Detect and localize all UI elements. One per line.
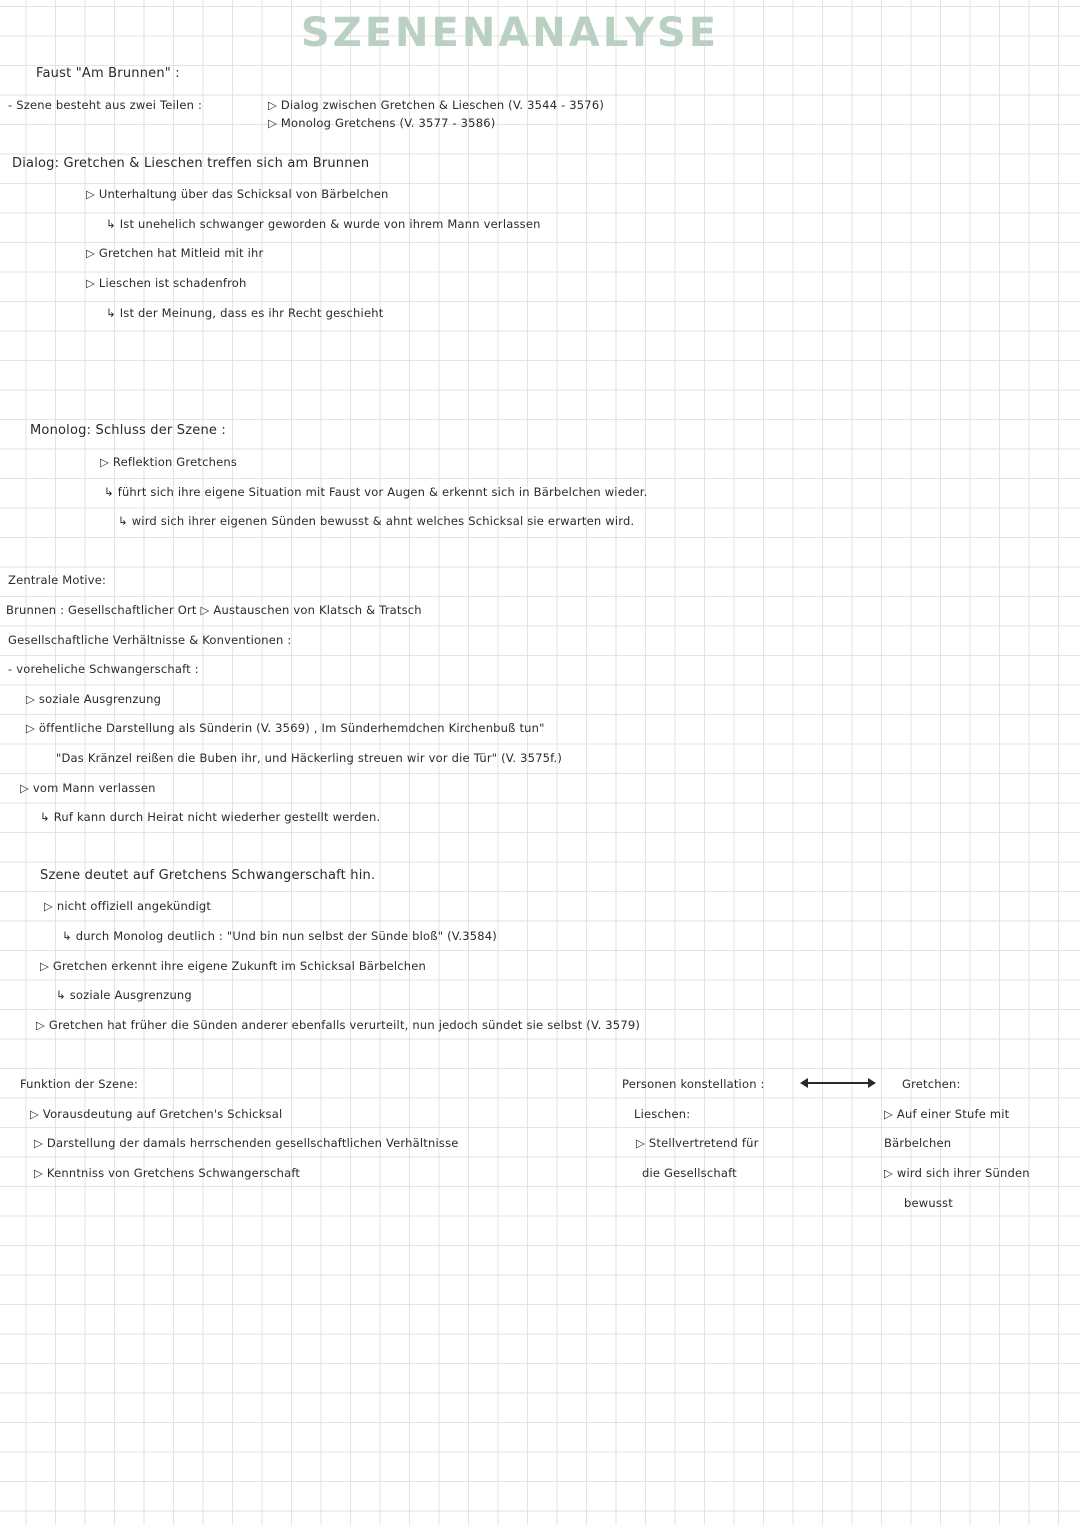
monolog-line: ↳ wird sich ihrer eigenen Sünden bewusst & ahnt welches Schicksal sie erwarten wird.: [118, 514, 635, 528]
lieschen-line: ▷ Stellvertretend für: [636, 1136, 759, 1150]
funktion-heading: Funktion der Szene:: [20, 1077, 139, 1091]
funktion-line: ▷ Kenntniss von Gretchens Schwangerschaft: [34, 1166, 301, 1180]
dialog-line: ▷ Unterhaltung über das Schicksal von Bärbelchen: [86, 187, 389, 201]
motive-line: Gesellschaftliche Verhältnisse & Konventionen :: [8, 633, 292, 647]
monolog-heading: Monolog: Schluss der Szene :: [30, 423, 227, 438]
intro-part-1: ▷ Dialog zwischen Gretchen & Lieschen (V. 3544 - 3576): [268, 98, 605, 112]
motive-line: ▷ vom Mann verlassen: [20, 781, 156, 795]
dialog-line: ↳ Ist unehelich schwanger geworden & wurde von ihrem Mann verlassen: [106, 217, 541, 231]
intro-parts-label: - Szene besteht aus zwei Teilen :: [8, 98, 203, 112]
intro-part-2: ▷ Monolog Gretchens (V. 3577 - 3586): [268, 116, 496, 130]
lieschen-line: die Gesellschaft: [642, 1166, 737, 1180]
schwangerschaft-line: ↳ soziale Ausgrenzung: [56, 988, 192, 1002]
gretchen-heading: Gretchen:: [902, 1077, 961, 1091]
motive-line: ▷ öffentliche Darstellung als Sünderin (V. 3569) , Im Sünderhemdchen Kirchenbuß tun": [26, 721, 545, 735]
personen-heading: Personen konstellation :: [622, 1077, 765, 1091]
lieschen-heading: Lieschen:: [634, 1107, 691, 1121]
motive-line: - voreheliche Schwangerschaft :: [8, 662, 199, 676]
motive-heading: Zentrale Motive:: [8, 573, 107, 587]
monolog-line: ▷ Reflektion Gretchens: [100, 455, 238, 469]
schwangerschaft-line: ▷ Gretchen hat früher die Sünden anderer ebenfalls verurteilt, nun jedoch sündet sie selbst (V. 3579): [36, 1018, 641, 1032]
gretchen-line: bewusst: [904, 1196, 953, 1210]
funktion-line: ▷ Darstellung der damals herrschenden gesellschaftlichen Verhältnisse: [34, 1136, 459, 1150]
gretchen-line: Bärbelchen: [884, 1136, 952, 1150]
dialog-heading: Dialog: Gretchen & Lieschen treffen sich am Brunnen: [12, 156, 370, 171]
dialog-line: ▷ Gretchen hat Mitleid mit ihr: [86, 246, 264, 260]
motive-quote: "Das Kränzel reißen die Buben ihr, und Häckerling streuen wir vor die Tür" (V. 3575f.): [56, 751, 563, 765]
gretchen-line: ▷ Auf einer Stufe mit: [884, 1107, 1010, 1121]
motive-line: ▷ soziale Ausgrenzung: [26, 692, 162, 706]
monolog-line: ↳ führt sich ihre eigene Situation mit Faust vor Augen & erkennt sich in Bärbelchen wieder.: [104, 485, 648, 499]
schwangerschaft-line: ▷ nicht offiziell angekündigt: [44, 899, 212, 913]
motive-line: Brunnen : Gesellschaftlicher Ort ▷ Austauschen von Klatsch & Tratsch: [6, 603, 422, 617]
dialog-line: ▷ Lieschen ist schadenfroh: [86, 276, 247, 290]
double-arrow-icon: [806, 1082, 870, 1084]
motive-line: ↳ Ruf kann durch Heirat nicht wiederher gestellt werden.: [40, 810, 381, 824]
schwangerschaft-heading: Szene deutet auf Gretchens Schwangerschaft hin.: [40, 868, 376, 883]
schwangerschaft-line: ↳ durch Monolog deutlich : "Und bin nun selbst der Sünde bloß" (V.3584): [62, 929, 497, 943]
dialog-line: ↳ Ist der Meinung, dass es ihr Recht geschieht: [106, 306, 384, 320]
intro-heading: Faust "Am Brunnen" :: [36, 66, 180, 81]
page-title: SZENENANALYSE: [300, 10, 720, 56]
schwangerschaft-line: ▷ Gretchen erkennt ihre eigene Zukunft im Schicksal Bärbelchen: [40, 959, 427, 973]
funktion-line: ▷ Vorausdeutung auf Gretchen's Schicksal: [30, 1107, 283, 1121]
gretchen-line: ▷ wird sich ihrer Sünden: [884, 1166, 1030, 1180]
